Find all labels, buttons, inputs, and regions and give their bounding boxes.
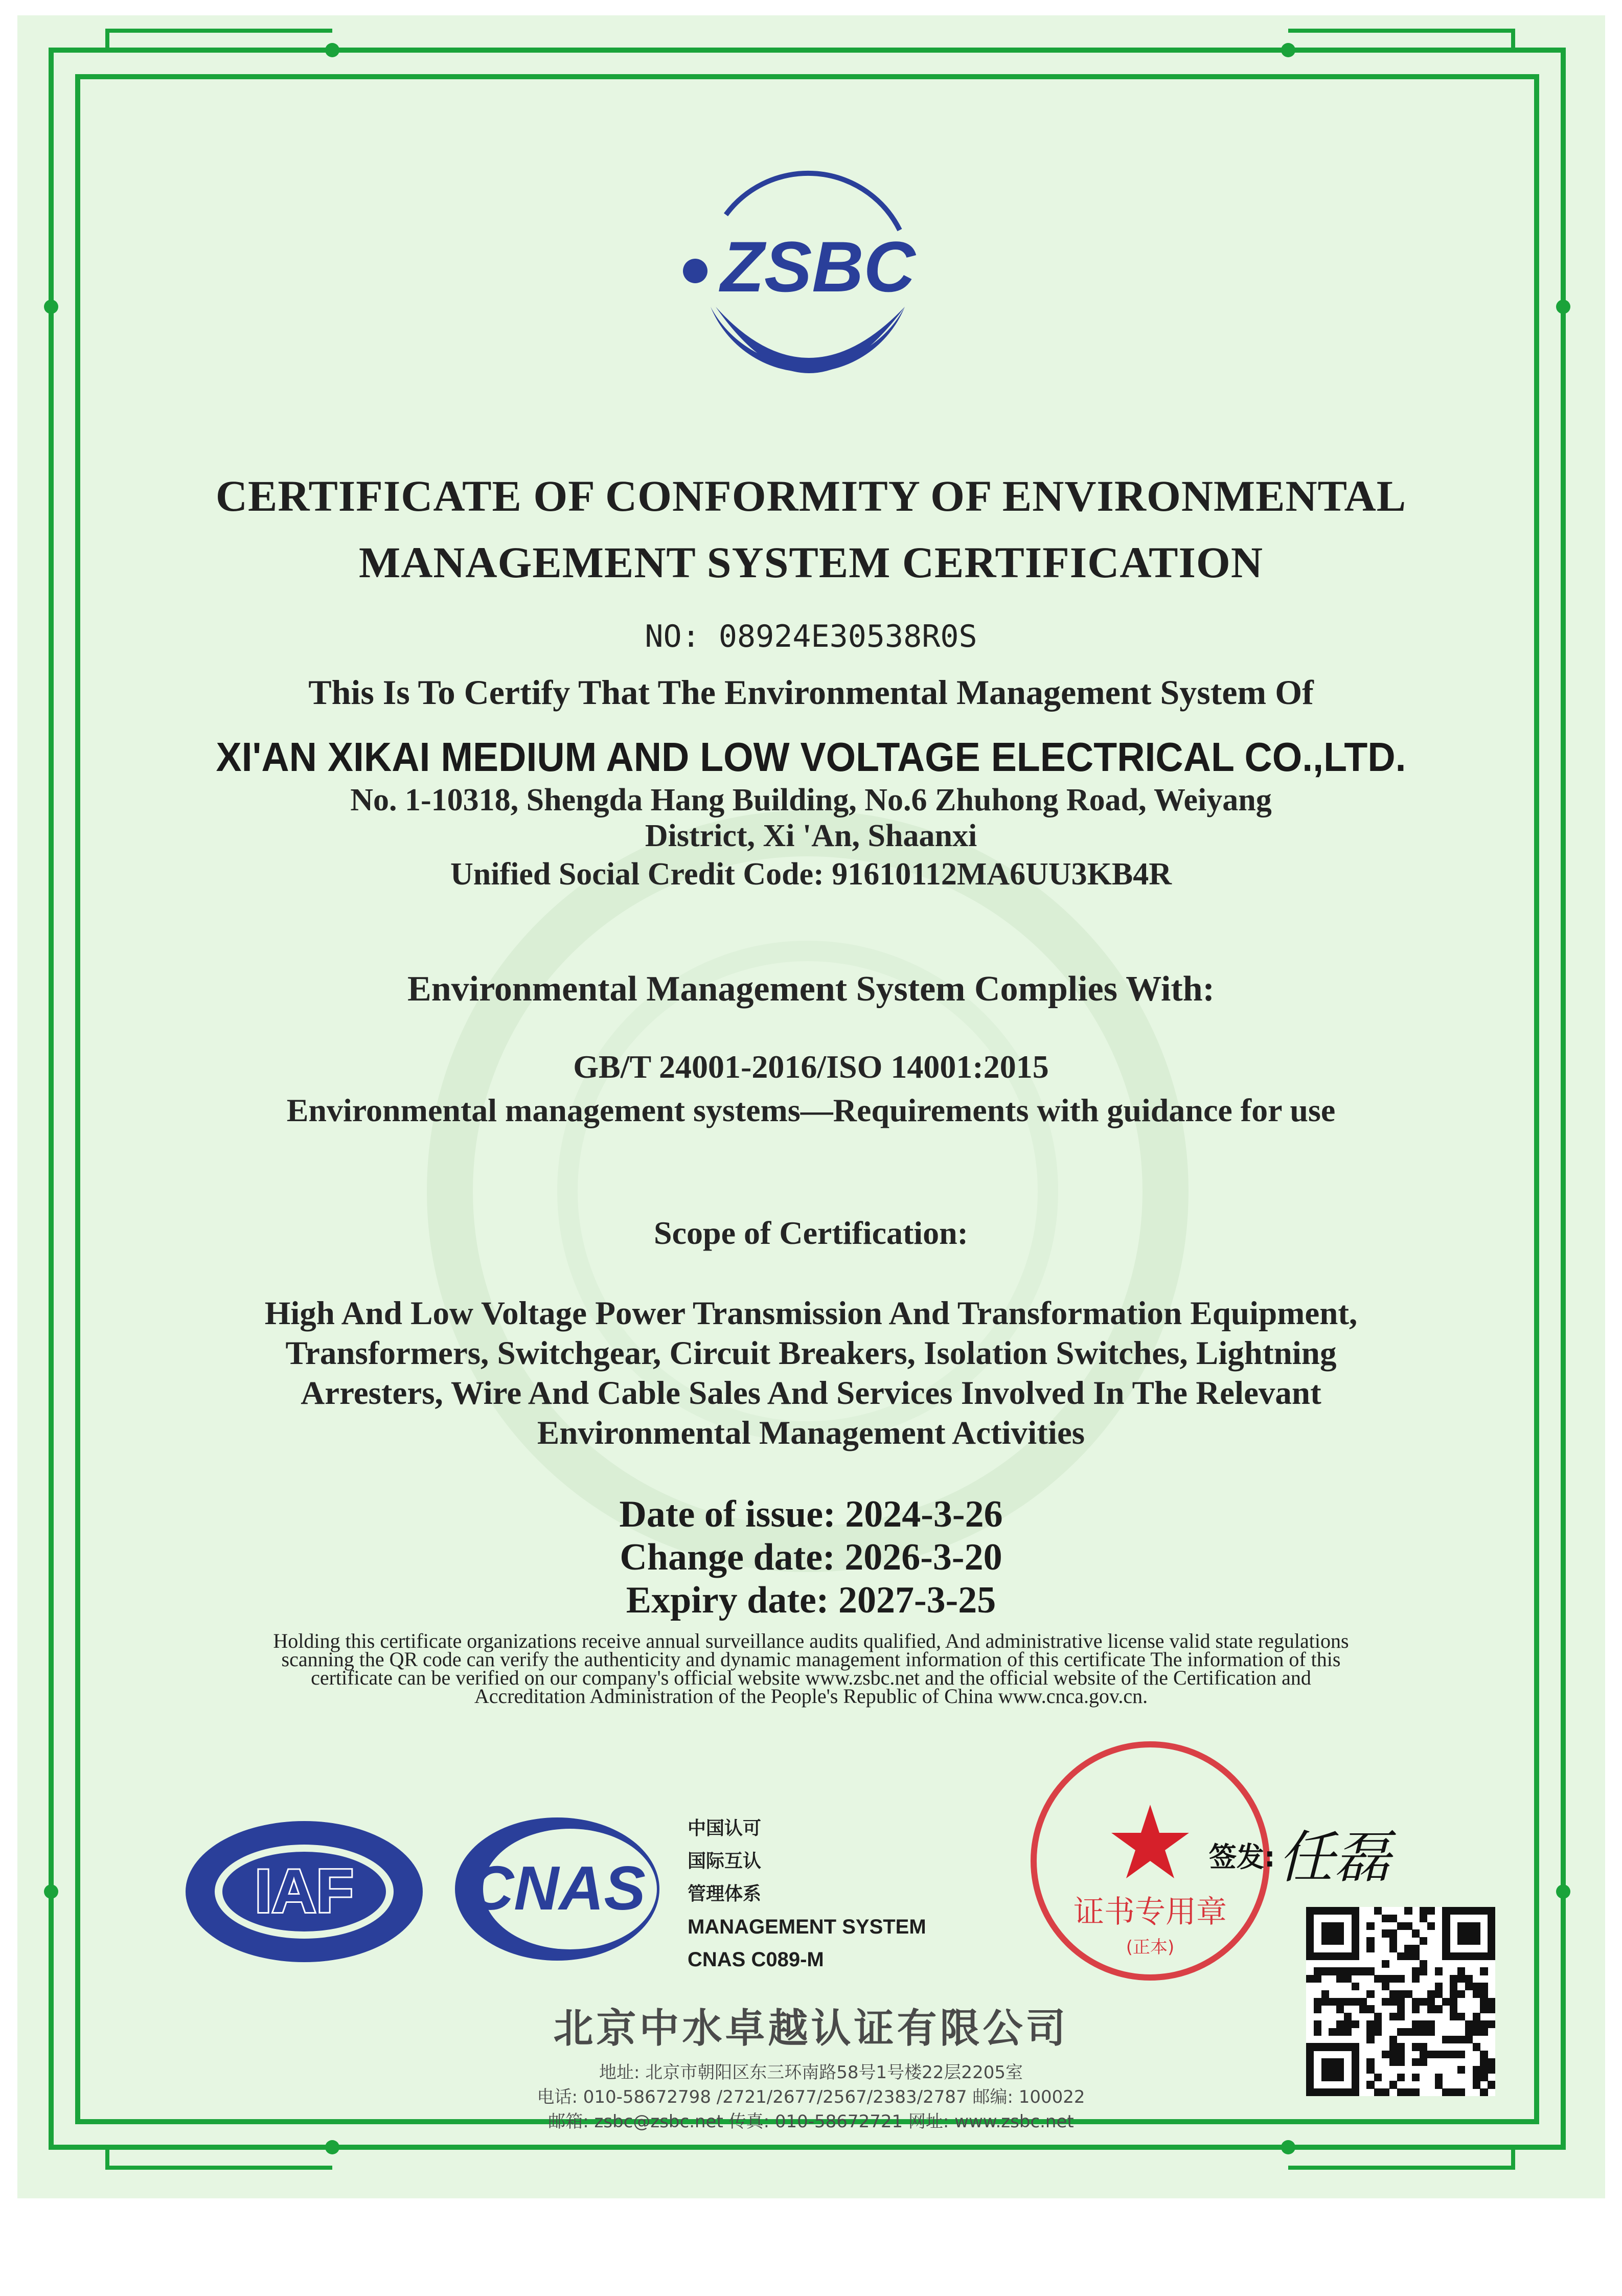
company-address-line-1: No. 1-10318, Shengda Hang Building, No.6 Zhuhong Road, Weiyang [350, 783, 1272, 817]
date-of-issue: Date of issue: 2024-3-26 [619, 1493, 1003, 1535]
qr-module [1306, 1975, 1314, 1983]
qr-module [1336, 1952, 1344, 1960]
qr-module [1329, 1952, 1336, 1960]
qr-module [1412, 1975, 1420, 1983]
credit-code: Unified Social Credit Code: 91610112MA6UU3KB4R [450, 857, 1172, 892]
notice-line: Accreditation Administration of the People's Republic of China www.cnca.gov.cn. [474, 1685, 1148, 1708]
qr-module [1352, 1907, 1359, 1915]
qr-module [1306, 1952, 1314, 1960]
qr-module [1306, 1922, 1314, 1930]
qr-module [1389, 1975, 1397, 1983]
qr-module [1465, 1983, 1473, 1990]
qr-module [1404, 1945, 1412, 1952]
scope-line: High And Low Voltage Power Transmission And Transformation Equipment, [264, 1295, 1358, 1332]
qr-module [1329, 1907, 1336, 1915]
qr-module [1352, 1929, 1359, 1937]
scope-line: Arresters, Wire And Cable Sales And Services Involved In The Relevant [301, 1375, 1321, 1412]
zsbc-logo [665, 153, 951, 419]
qr-module [1314, 1952, 1321, 1960]
qr-module [1404, 1922, 1412, 1930]
qr-module [1442, 1922, 1450, 1930]
expiry-date: Expiry date: 2027-3-25 [626, 1579, 996, 1621]
qr-module [1442, 1945, 1450, 1952]
qr-module [1420, 1960, 1427, 1968]
qr-module [1397, 1975, 1405, 1983]
scope-heading: Scope of Certification: [654, 1215, 968, 1251]
qr-module [1465, 1907, 1473, 1915]
qr-module [1442, 1952, 1450, 1960]
qr-module [1420, 1937, 1427, 1945]
qr-module [1329, 1922, 1336, 1930]
qr-module [1488, 1929, 1495, 1937]
qr-module [1404, 1907, 1412, 1915]
qr-module [1473, 1907, 1480, 1915]
qr-module [1450, 1952, 1457, 1960]
qr-module [1366, 1937, 1374, 1945]
qr-module [1344, 1952, 1352, 1960]
notice-line: scanning the QR code can verify the authenticity and dynamic management information of this certificate The information of this [281, 1648, 1341, 1671]
qr-module [1397, 1952, 1405, 1960]
qr-module [1457, 1975, 1465, 1983]
qr-module [1321, 1952, 1329, 1960]
qr-module [1366, 1967, 1374, 1975]
qr-module [1352, 1945, 1359, 1952]
qr-module [1427, 1922, 1435, 1930]
qr-module [1488, 1937, 1495, 1945]
qr-module [1321, 1907, 1329, 1915]
svg-text:(正本): (正本) [1126, 1937, 1175, 1958]
complies-heading: Environmental Management System Complies With: [407, 969, 1215, 1009]
notice-line: certificate can be verified on our company's official website www.zsbc.net and the official website of the Certification and [311, 1666, 1311, 1689]
qr-module [1352, 1915, 1359, 1922]
qr-module [1336, 1937, 1344, 1945]
qr-module [1457, 1952, 1465, 1960]
qr-module [1397, 1922, 1405, 1930]
qr-module [1306, 1929, 1314, 1937]
qr-module [1352, 1922, 1359, 1930]
qr-module [1314, 1967, 1321, 1975]
qr-module [1420, 1967, 1427, 1975]
qr-module [1473, 1983, 1480, 1990]
qr-module [1314, 1975, 1321, 1983]
qr-module [1352, 1967, 1359, 1975]
qr-module [1457, 1967, 1465, 1975]
qr-module [1480, 1952, 1488, 1960]
qr-module [1488, 1945, 1495, 1952]
issuer-chinese-name: 北京中水卓越认证有限公司 [553, 2006, 1069, 2052]
cnas-management-system: MANAGEMENT SYSTEM [688, 1916, 926, 1938]
qr-module [1352, 1952, 1359, 1960]
qr-module [1450, 1975, 1457, 1983]
scope-line: Environmental Management Activities [537, 1415, 1085, 1451]
qr-module [1366, 1922, 1374, 1930]
issuer-address: 地址: 北京市朝阳区东三环南路58号1号楼22层2205室 [599, 2062, 1023, 2083]
qr-module [1442, 1907, 1450, 1915]
cnas-logo [450, 1812, 665, 1966]
issuer-email: 邮箱: zsbc@zsbc.net 传真: 010-58672721 网址: www.zsbc.net [548, 2111, 1074, 2132]
qr-module [1480, 1983, 1488, 1990]
certificate-number: NO: 08924E30538R0S [645, 619, 977, 654]
qr-module [1442, 1937, 1450, 1945]
qr-module [1427, 1907, 1435, 1915]
qr-module [1321, 1929, 1329, 1937]
qr-module [1488, 1922, 1495, 1930]
qr-module [1465, 1937, 1473, 1945]
qr-module [1389, 1945, 1397, 1952]
qr-module [1329, 1929, 1336, 1937]
issuer-phone: 电话: 010-58672798 /2721/2677/2567/2383/2787 邮编: 100022 [537, 2087, 1085, 2107]
qr-module [1404, 1952, 1412, 1960]
cnas-cn-line: 中国认可 [688, 1818, 762, 1839]
qr-module [1382, 1983, 1389, 1990]
qr-module [1420, 1915, 1427, 1922]
watermark-emblem [409, 792, 1206, 1590]
qr-module [1336, 1967, 1344, 1975]
qr-module [1306, 1907, 1314, 1915]
qr-module [1457, 1929, 1465, 1937]
qr-module [1420, 1907, 1427, 1915]
qr-module [1374, 1907, 1382, 1915]
qr-module [1412, 1952, 1420, 1960]
qr-module [1359, 1967, 1367, 1975]
qr-module [1382, 1915, 1389, 1922]
qr-module [1366, 1945, 1374, 1952]
qr-module [1321, 1937, 1329, 1945]
qr-module [1389, 1929, 1397, 1937]
qr-module [1352, 1983, 1359, 1990]
qr-module [1389, 1915, 1397, 1922]
zsbc-logo-text: ZSBC [720, 226, 916, 307]
qr-module [1465, 1929, 1473, 1937]
qr-module [1473, 1922, 1480, 1930]
qr-module [1457, 1937, 1465, 1945]
qr-module [1352, 1937, 1359, 1945]
qr-module [1480, 1907, 1488, 1915]
cnas-code: CNAS C089-M [688, 1948, 824, 1971]
qr-module [1488, 1907, 1495, 1915]
cnas-accreditation-text [688, 1812, 926, 1976]
qr-module [1465, 1952, 1473, 1960]
title-line-2: MANAGEMENT SYSTEM CERTIFICATION [359, 538, 1263, 587]
qr-module [1450, 1907, 1457, 1915]
change-date: Change date: 2026-3-20 [620, 1536, 1002, 1578]
scope-text [0, 1293, 1622, 1453]
qr-module [1465, 1975, 1473, 1983]
qr-module [1374, 1975, 1382, 1983]
qr-module [1442, 1929, 1450, 1937]
qr-module [1382, 1929, 1389, 1937]
qr-module [1329, 1937, 1336, 1945]
qr-module [1488, 1952, 1495, 1960]
standard-description: Environmental management systems—Requirements with guidance for use [286, 1092, 1336, 1128]
iaf-logo [181, 1817, 427, 1966]
qr-module [1465, 1922, 1473, 1930]
qr-module [1457, 1922, 1465, 1930]
qr-module [1329, 1967, 1336, 1975]
signature-name: 任磊 [1278, 1825, 1390, 1890]
qr-module [1344, 1975, 1352, 1983]
cnas-cn-line: 国际互认 [688, 1851, 762, 1872]
qr-module [1306, 1945, 1314, 1952]
qr-module [1336, 1922, 1344, 1930]
qr-module [1321, 1967, 1329, 1975]
qr-module [1473, 1929, 1480, 1937]
svg-text:证书专用章: 证书专用章 [1073, 1894, 1227, 1930]
title-line-1: CERTIFICATE OF CONFORMITY OF ENVIRONMENTAL [215, 471, 1407, 520]
qr-module [1382, 1975, 1389, 1983]
dates-block [0, 1493, 1622, 1622]
qr-module [1435, 1967, 1443, 1975]
qr-module [1321, 1922, 1329, 1930]
qr-module [1488, 1915, 1495, 1922]
qr-module [1336, 1975, 1344, 1983]
signature-label: 签发: [1209, 1841, 1275, 1873]
qr-module [1336, 1907, 1344, 1915]
qr-module [1412, 1929, 1420, 1937]
company-address-line-2: District, Xi 'An, Shaanxi [645, 819, 977, 853]
qr-module [1457, 1907, 1465, 1915]
certify-statement: This Is To Certify That The Environmental Management System Of [308, 673, 1314, 712]
standard-code: GB/T 24001-2016/ISO 14001:2015 [573, 1049, 1049, 1085]
qr-module [1480, 1967, 1488, 1975]
qr-module [1344, 1907, 1352, 1915]
iaf-logo-text: IAF [255, 1857, 354, 1925]
qr-module [1306, 1915, 1314, 1922]
qr-module [1336, 1929, 1344, 1937]
qr-module [1389, 1937, 1397, 1945]
qr-module [1412, 1967, 1420, 1975]
cnas-cn-line: 管理体系 [688, 1883, 762, 1904]
qr-module [1382, 1960, 1389, 1968]
company-name: XI'AN XIKAI MEDIUM AND LOW VOLTAGE ELECTRICAL CO.,LTD. [216, 734, 1406, 780]
qr-module [1442, 1915, 1450, 1922]
qr-module [1314, 1907, 1321, 1915]
qr-module [1435, 1983, 1443, 1990]
scope-line: Transformers, Switchgear, Circuit Breakers, Isolation Switches, Lightning [285, 1335, 1337, 1372]
notice-line: Holding this certificate organizations receive annual surveillance audits qualified, And administrative license valid state regulations [273, 1629, 1349, 1652]
cnas-logo-text: CNAS [469, 1853, 646, 1923]
notice-text [0, 1629, 1622, 1708]
qr-module [1306, 1937, 1314, 1945]
qr-module [1450, 1983, 1457, 1990]
qr-module [1344, 1967, 1352, 1975]
issuer-contact [0, 2060, 1622, 2134]
qr-module [1473, 1937, 1480, 1945]
qr-module [1473, 1952, 1480, 1960]
qr-module [1412, 1945, 1420, 1952]
